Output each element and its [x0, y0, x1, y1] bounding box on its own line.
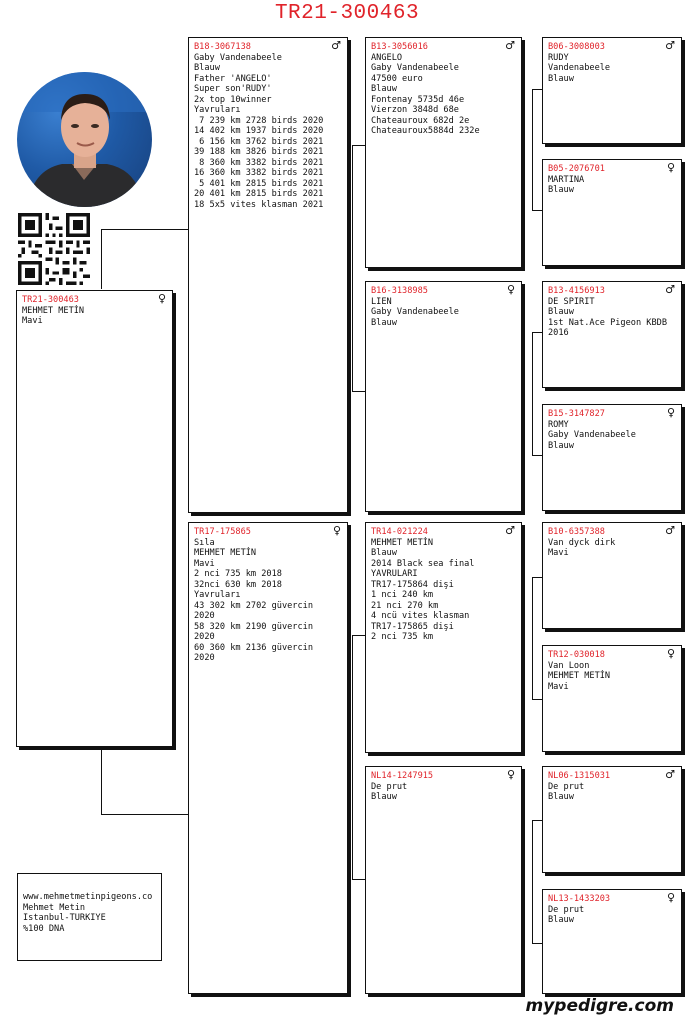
pigeon-info-line: TR17-175865 dişi: [371, 621, 454, 632]
pigeon-info-line: 2020: [194, 653, 215, 663]
connector-line: [352, 145, 365, 146]
male-icon: ♂: [331, 39, 341, 52]
pigeon-card-sire-dam[interactable]: [365, 281, 522, 512]
pigeon-info-line: LIEN: [371, 296, 392, 307]
pigeon-info-line: 7 239 km 2728 birds 2020: [194, 115, 324, 126]
female-icon: ♀: [666, 406, 675, 419]
ring-number: TR12-030018: [548, 650, 605, 660]
pigeon-info-line: Blauw: [548, 915, 574, 925]
pigeon-info-line: RUDY: [548, 52, 569, 63]
pigeon-info-line: Vierzon 3848d 68e: [371, 105, 459, 115]
connector-line: [352, 635, 365, 636]
connector-line: [532, 820, 542, 821]
pigeon-info-line: Super son'RUDY': [194, 84, 272, 94]
pigeon-card-sire-sire-sire[interactable]: [542, 37, 682, 144]
pigeon-info-line: 20 401 km 2815 birds 2021: [194, 189, 324, 199]
pigeon-info-line: Gaby Vandenabeele: [194, 52, 282, 63]
pigeon-info-line: De prut: [548, 781, 585, 792]
pigeon-info-line: 1 nci 240 km: [371, 590, 434, 600]
owner-dna-note: %100 DNA: [23, 923, 65, 934]
pigeon-card-dam-sire-sire[interactable]: [542, 522, 682, 629]
pigeon-info-line: 16 360 km 3382 birds 2021: [194, 168, 324, 178]
pigeon-info-line: Blauw: [548, 185, 574, 195]
pigeon-info-line: 58 320 km 2190 güvercin: [194, 621, 313, 632]
pigeon-info-line: 18 5x5 vites klasman 2021: [194, 199, 324, 210]
ring-number: B16-3138985: [371, 286, 428, 296]
pedigree-title: TR21-300463: [274, 2, 420, 25]
female-icon: ♀: [666, 647, 675, 660]
connector-line: [532, 577, 533, 699]
pigeon-info-line: Sıla: [194, 537, 215, 548]
pigeon-info-line: 6 156 km 3762 birds 2021: [194, 136, 324, 147]
owner-photo: [17, 72, 152, 207]
connector-line: [352, 391, 365, 392]
male-icon: ♂: [665, 283, 675, 296]
pigeon-info-line: 2014 Black sea final: [371, 558, 475, 569]
pigeon-info-line: Mavi: [548, 548, 569, 558]
brand-logo: mypedigre.com: [525, 996, 674, 1016]
pigeon-info-line: 21 nci 270 km: [371, 600, 439, 611]
ring-number: B13-3056016: [371, 42, 428, 52]
pigeon-card-dam-sire[interactable]: [365, 522, 522, 753]
qr-code-icon: [18, 213, 90, 285]
ring-number: NL14-1247915: [371, 771, 434, 781]
pigeon-card-dam[interactable]: [188, 522, 348, 994]
ring-number: TR17-175865: [194, 527, 251, 537]
connector-line: [532, 89, 533, 210]
pigeon-card-dam-sire-dam[interactable]: [542, 645, 682, 752]
pigeon-info-line: Blauw: [371, 792, 397, 802]
connector-line: [532, 820, 533, 943]
pigeon-info-line: MEHMET METİN: [371, 537, 434, 548]
pigeon-info-line: 2016: [548, 328, 569, 338]
pigeon-info-line: Blauw: [548, 440, 574, 451]
pigeon-info-line: Gaby Vandenabeele: [548, 430, 636, 440]
ring-number: TR14-021224: [371, 527, 428, 537]
pigeon-info-line: 4 ncü vites klasman: [371, 611, 470, 621]
ring-number: TR21-300463: [22, 295, 79, 305]
ring-number: B05-2076701: [548, 164, 605, 174]
connector-line: [532, 89, 542, 90]
pigeon-info-line: 5 401 km 2815 birds 2021: [194, 178, 324, 189]
male-icon: ♂: [665, 39, 675, 52]
connector-line: [532, 943, 542, 944]
pigeon-info-line: Blauw: [194, 63, 220, 73]
pigeon-info-line: 60 360 km 2136 güvercin: [194, 642, 313, 653]
pigeon-info-line: De prut: [548, 904, 585, 915]
female-icon: ♀: [506, 283, 515, 296]
owner-name: Mehmet Metin: [23, 902, 86, 913]
male-icon: ♂: [505, 39, 515, 52]
pigeon-info-line: Chateauroux 682d 2e: [371, 115, 470, 126]
pigeon-info-line: Blauw: [548, 73, 574, 84]
pigeon-card-sire-dam-dam[interactable]: [542, 404, 682, 511]
pigeon-info-line: Fontenay 5735d 46e: [371, 94, 465, 105]
male-icon: ♂: [665, 524, 675, 537]
connector-line: [101, 229, 102, 289]
pigeon-info-line: 47500 euro: [371, 73, 423, 84]
pigeon-info-line: Vandenabeele: [548, 63, 611, 73]
female-icon: ♀: [666, 891, 675, 904]
pigeon-info-line: TR17-175864 dişi: [371, 579, 454, 590]
connector-line: [532, 455, 542, 456]
pigeon-info-line: 14 402 km 1937 birds 2020: [194, 126, 324, 136]
pigeon-card-sire-dam-sire[interactable]: [542, 281, 682, 388]
pigeon-info-line: 2 nci 735 km: [371, 632, 434, 642]
connector-line: [101, 814, 189, 815]
pigeon-card-sire[interactable]: [188, 37, 348, 513]
pigeon-info-line: De prut: [371, 781, 408, 792]
female-icon: ♀: [332, 524, 341, 537]
pigeon-info-line: ANGELO: [371, 52, 403, 63]
pigeon-info-line: MEHMET METİN: [548, 671, 611, 681]
pigeon-info-line: Father 'ANGELO': [194, 73, 272, 84]
female-icon: ♀: [666, 161, 675, 174]
ring-number: NL06-1315031: [548, 771, 611, 781]
pigeon-card-sire-sire-dam[interactable]: [542, 159, 682, 266]
ring-number: B18-3067138: [194, 42, 251, 52]
ring-number: B06-3008003: [548, 42, 605, 52]
pigeon-info-line: Chateauroux5884d 232e: [371, 126, 480, 136]
connector-line: [532, 577, 542, 578]
pigeon-info-line: Gaby Vandenabeele: [371, 63, 459, 73]
pigeon-info-line: ROMY: [548, 419, 569, 430]
pigeon-info-line: Blauw: [371, 548, 397, 558]
pigeon-info-line: 8 360 km 3382 birds 2021: [194, 157, 324, 168]
pigeon-info-line: 2x top 10winner: [194, 94, 272, 105]
pigeon-info-line: Blauw: [371, 84, 397, 94]
pigeon-info-line: MARTINA: [548, 174, 585, 185]
ring-number: B15-3147827: [548, 409, 605, 419]
connector-line: [532, 210, 542, 211]
pigeon-info-line: 1st Nat.Ace Pigeon KBDB: [548, 317, 667, 328]
ring-number: NL13-1433203: [548, 894, 611, 904]
connector-line: [352, 635, 353, 880]
male-icon: ♂: [505, 524, 515, 537]
pigeon-info-line: Yavruları: [194, 590, 241, 600]
pigeon-info-line: MEHMET METİN: [194, 548, 257, 558]
pigeon-info-line: Blauw: [371, 317, 397, 328]
connector-line: [101, 748, 102, 814]
pigeon-info-line: Yavruları: [194, 105, 241, 115]
ring-number: B10-6357388: [548, 527, 605, 537]
pigeon-info-line: Mavi: [22, 316, 43, 326]
pigeon-info-line: 43 302 km 2702 güvercin: [194, 600, 313, 611]
pigeon-info-line: 2020: [194, 632, 215, 642]
male-icon: ♂: [665, 768, 675, 781]
pigeon-card-sire-sire[interactable]: [365, 37, 522, 268]
pigeon-info-line: Mavi: [548, 681, 569, 692]
owner-website: www.mehmetmetinpigeons.co: [23, 892, 153, 902]
pigeon-info-line: DE SPIRIT: [548, 296, 595, 307]
pigeon-info-line: 2 nci 735 km 2018: [194, 569, 282, 579]
pigeon-info-line: Mavi: [194, 558, 215, 569]
pigeon-card-subject[interactable]: [16, 290, 173, 747]
pigeon-info-line: 32nci 630 km 2018: [194, 579, 282, 590]
pigeon-info-line: Van Loon: [548, 660, 590, 671]
connector-line: [532, 332, 533, 455]
pigeon-card-dam-dam-dam[interactable]: [542, 889, 682, 994]
connector-line: [532, 699, 542, 700]
pigeon-info-line: 39 188 km 3826 birds 2021: [194, 147, 324, 157]
connector-line: [532, 332, 542, 333]
pigeon-info-line: MEHMET METİN: [22, 305, 85, 316]
female-icon: ♀: [157, 292, 166, 305]
owner-info-box: [17, 873, 162, 961]
ring-number: B13-4156913: [548, 286, 605, 296]
owner-location: Istanbul-TÜRKİYE: [23, 913, 106, 923]
pigeon-info-line: YAVRULARI: [371, 569, 418, 579]
pigeon-card-dam-dam[interactable]: [365, 766, 522, 994]
pigeon-info-line: 2020: [194, 611, 215, 621]
connector-line: [101, 229, 189, 230]
connector-line: [352, 879, 365, 880]
pigeon-info-line: Blauw: [548, 307, 574, 317]
pigeon-info-line: Gaby Vandenabeele: [371, 307, 459, 317]
pigeon-info-line: Blauw: [548, 792, 574, 802]
connector-line: [352, 145, 353, 392]
pigeon-card-dam-dam-sire[interactable]: [542, 766, 682, 873]
pigeon-info-line: Van dyck dirk: [548, 537, 616, 548]
female-icon: ♀: [506, 768, 515, 781]
